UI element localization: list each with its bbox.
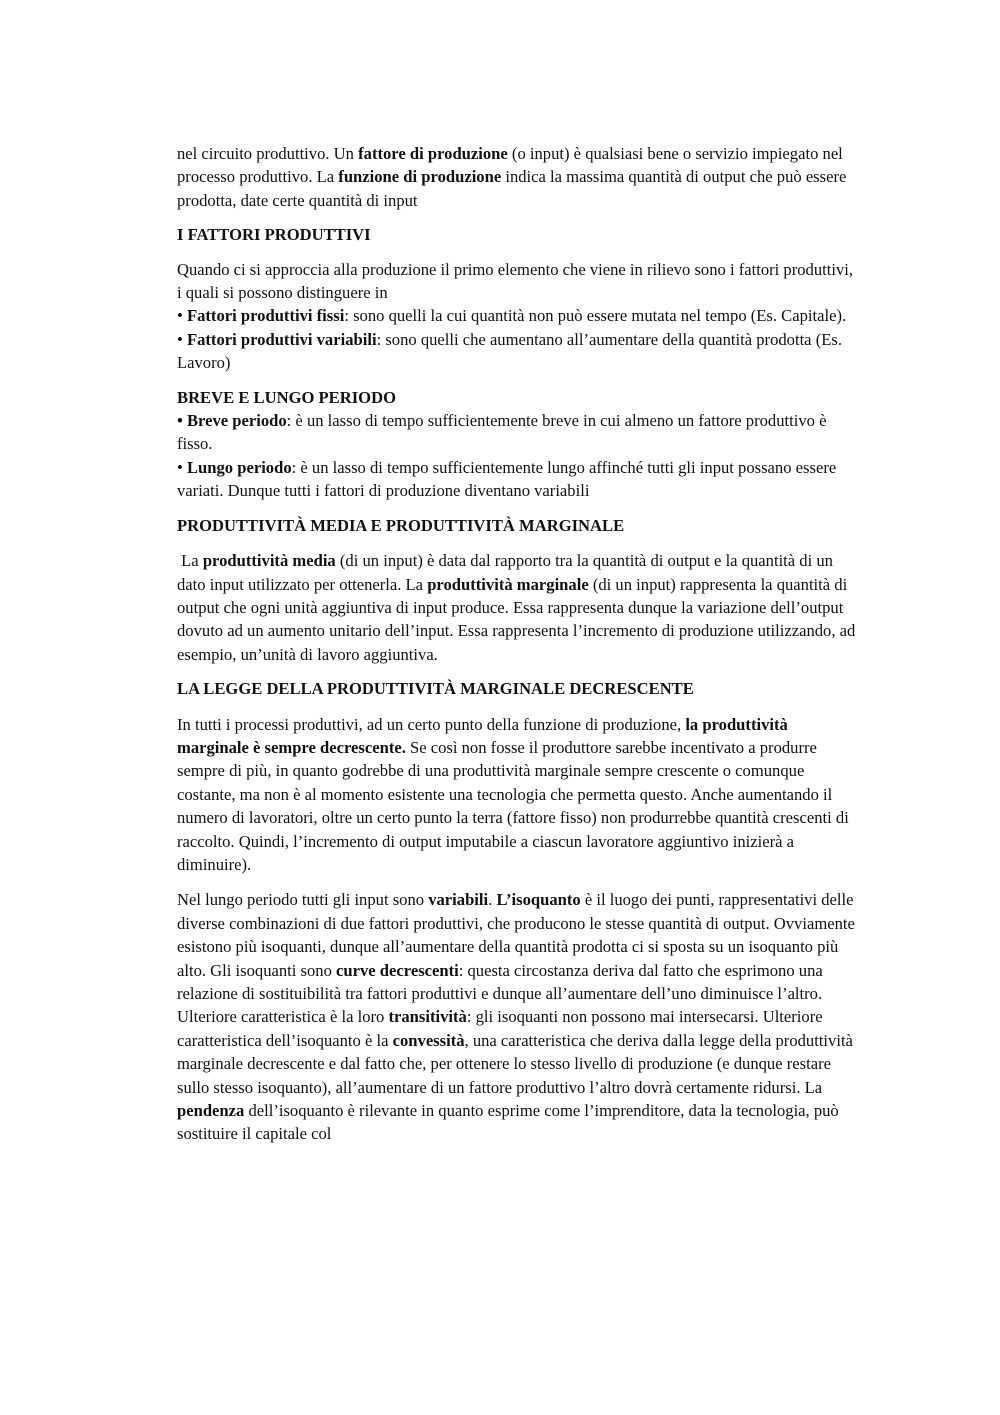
- text-run: , una caratteristica che deriva dalla legge della produttività marginale decrescente e dal fatto che, per ottenere lo stesso livello di produzione (e dunque restare sullo stesso isoquanto), all’aumentare di un fattore produttivo l’altro dovrà certamente ridursi. La: [177, 1030, 853, 1097]
- term-funzione-di-produzione: funzione di produzione: [338, 167, 502, 187]
- paragraph-periodo: [177, 409, 857, 503]
- text-run: (di un input) è data dal rapporto tra la quantità di output e la quantità di un dato input utilizzato per ottenerla. La: [177, 551, 838, 594]
- heading-produttivita: PRODUTTIVITÀ MEDIA E PRODUTTIVITÀ MARGINALE: [177, 515, 625, 535]
- term-pendenza: pendenza: [177, 1101, 245, 1121]
- term-fattore-di-produzione: fattore di produzione: [358, 144, 508, 163]
- paragraph-fattori: [177, 258, 857, 375]
- text-run: Nel lungo periodo tutti gli input sono: [177, 890, 429, 910]
- text-run: : sono quelli la cui quantità non può essere mutata nel tempo (Es. Capitale).: [344, 306, 847, 326]
- heading-fattori-produttivi: I FATTORI PRODUTTIVI: [177, 225, 371, 245]
- term-produttivita-decrescente: la produttività marginale è sempre decrescente.: [177, 714, 788, 757]
- text-run: nel circuito produttivo. Un: [177, 144, 359, 163]
- bullet: •: [177, 329, 187, 349]
- bullet: •: [177, 457, 187, 477]
- paragraph-legge: [177, 713, 857, 877]
- term-produttivita-media: produttività media: [202, 551, 336, 571]
- heading-breve-lungo-periodo: BREVE E LUNGO PERIODO: [177, 387, 396, 407]
- text-run: è il luogo dei punti, rappresentativi delle diverse combinazioni di due fattori produttivi, che producono le stesse quantità di output. Ovviamente esistono più isoquanti, dunque all’aumentare della quantità prodotta ci si sposta su un isoquanto più alto. Gli isoquanti sono: [177, 890, 855, 980]
- text-run: Se così non fosse il produttore sarebbe incentivato a produrre sempre di più, in quanto godrebbe di una produttività marginale sempre crescente o comunque costante, ma non è al momento esistente una tecnologia che permetta questo. Anche aumentando il numero di lavoratori, oltre un certo punto la terra (fattore fisso) non produrrebbe quantità crescenti di raccolto. Quindi, l’incremento di output imputabile a ciascun lavoratore aggiuntivo inizierà a diminuire).: [177, 737, 849, 874]
- term-fattori-variabili: Fattori produttivi variabili: [186, 329, 377, 349]
- text-run: In tutti i processi produttivi, ad un certo punto della funzione di produzione,: [177, 714, 686, 734]
- paragraph-isoquanto: [177, 888, 857, 1145]
- text-run: : è un lasso di tempo sufficientemente lungo affinché tutti gli input possano essere variati. Dunque tutti i fattori di produzione diventano variabili: [177, 457, 837, 501]
- text-run: .: [488, 890, 497, 910]
- term-transitivita: transitività: [388, 1007, 467, 1027]
- heading-legge-produttivita: LA LEGGE DELLA PRODUTTIVITÀ MARGINALE DECRESCENTE: [177, 679, 694, 699]
- text-run: : questa circostanza deriva dal fatto che esprimono una relazione di sostituibilità tra fattori produttivi e dunque all’aumentare dell’uno diminuisce l’altro. Ulteriore caratteristica è la loro: [177, 960, 823, 1027]
- document-page: [177, 142, 860, 1146]
- text-run: (o input) è qualsiasi bene o servizio impiegato nel processo produttivo. La: [177, 144, 843, 187]
- text-run: (di un input) rappresenta la quantità di output che ogni unità aggiuntiva di input produce. Essa rappresenta dunque la variazione dell’output dovuto ad un aumento unitario dell’input. Essa rappresenta l’incremento di produzione utilizzando, ad esempio, un’unità di lavoro aggiuntiva.: [177, 574, 860, 664]
- paragraph-intro: [177, 142, 857, 212]
- paragraph-produttivita: [177, 549, 860, 666]
- text-run: Quando ci si approccia alla produzione il primo elemento che viene in rilievo sono i fattori produttivi, i quali si possono distinguere in: [177, 259, 854, 303]
- term-convessita: convessità: [392, 1030, 465, 1050]
- text-run: dell’isoquanto è rilevante in quanto esprime come l’imprenditore, data la tecnologia, può sostituire il capitale col: [177, 1101, 839, 1144]
- text-run: indica la massima quantità di output che può essere prodotta, date certe quantità di input: [177, 167, 847, 210]
- term-variabili: variabili: [428, 890, 489, 910]
- term-curve-decrescenti: curve decrescenti: [336, 960, 459, 980]
- text-run: : sono quelli che aumentano all’aumentare della quantità prodotta (Es. Lavoro): [177, 329, 842, 373]
- term-fattori-fissi: Fattori produttivi fissi: [186, 306, 345, 326]
- term-produttivita-marginale: produttività marginale: [427, 574, 589, 594]
- text-run: : è un lasso di tempo sufficientemente breve in cui almeno un fattore produttivo è fisso.: [177, 411, 827, 454]
- term-lungo-periodo: Lungo periodo: [186, 457, 292, 477]
- bullet: •: [177, 306, 187, 326]
- text-run: La: [177, 551, 203, 571]
- term-breve-periodo: • Breve periodo: [177, 411, 287, 431]
- text-run: : gli isoquanti non possono mai intersecarsi. Ulteriore caratteristica dell’isoquanto è la: [177, 1007, 823, 1050]
- term-isoquanto: L’isoquanto: [496, 890, 581, 910]
